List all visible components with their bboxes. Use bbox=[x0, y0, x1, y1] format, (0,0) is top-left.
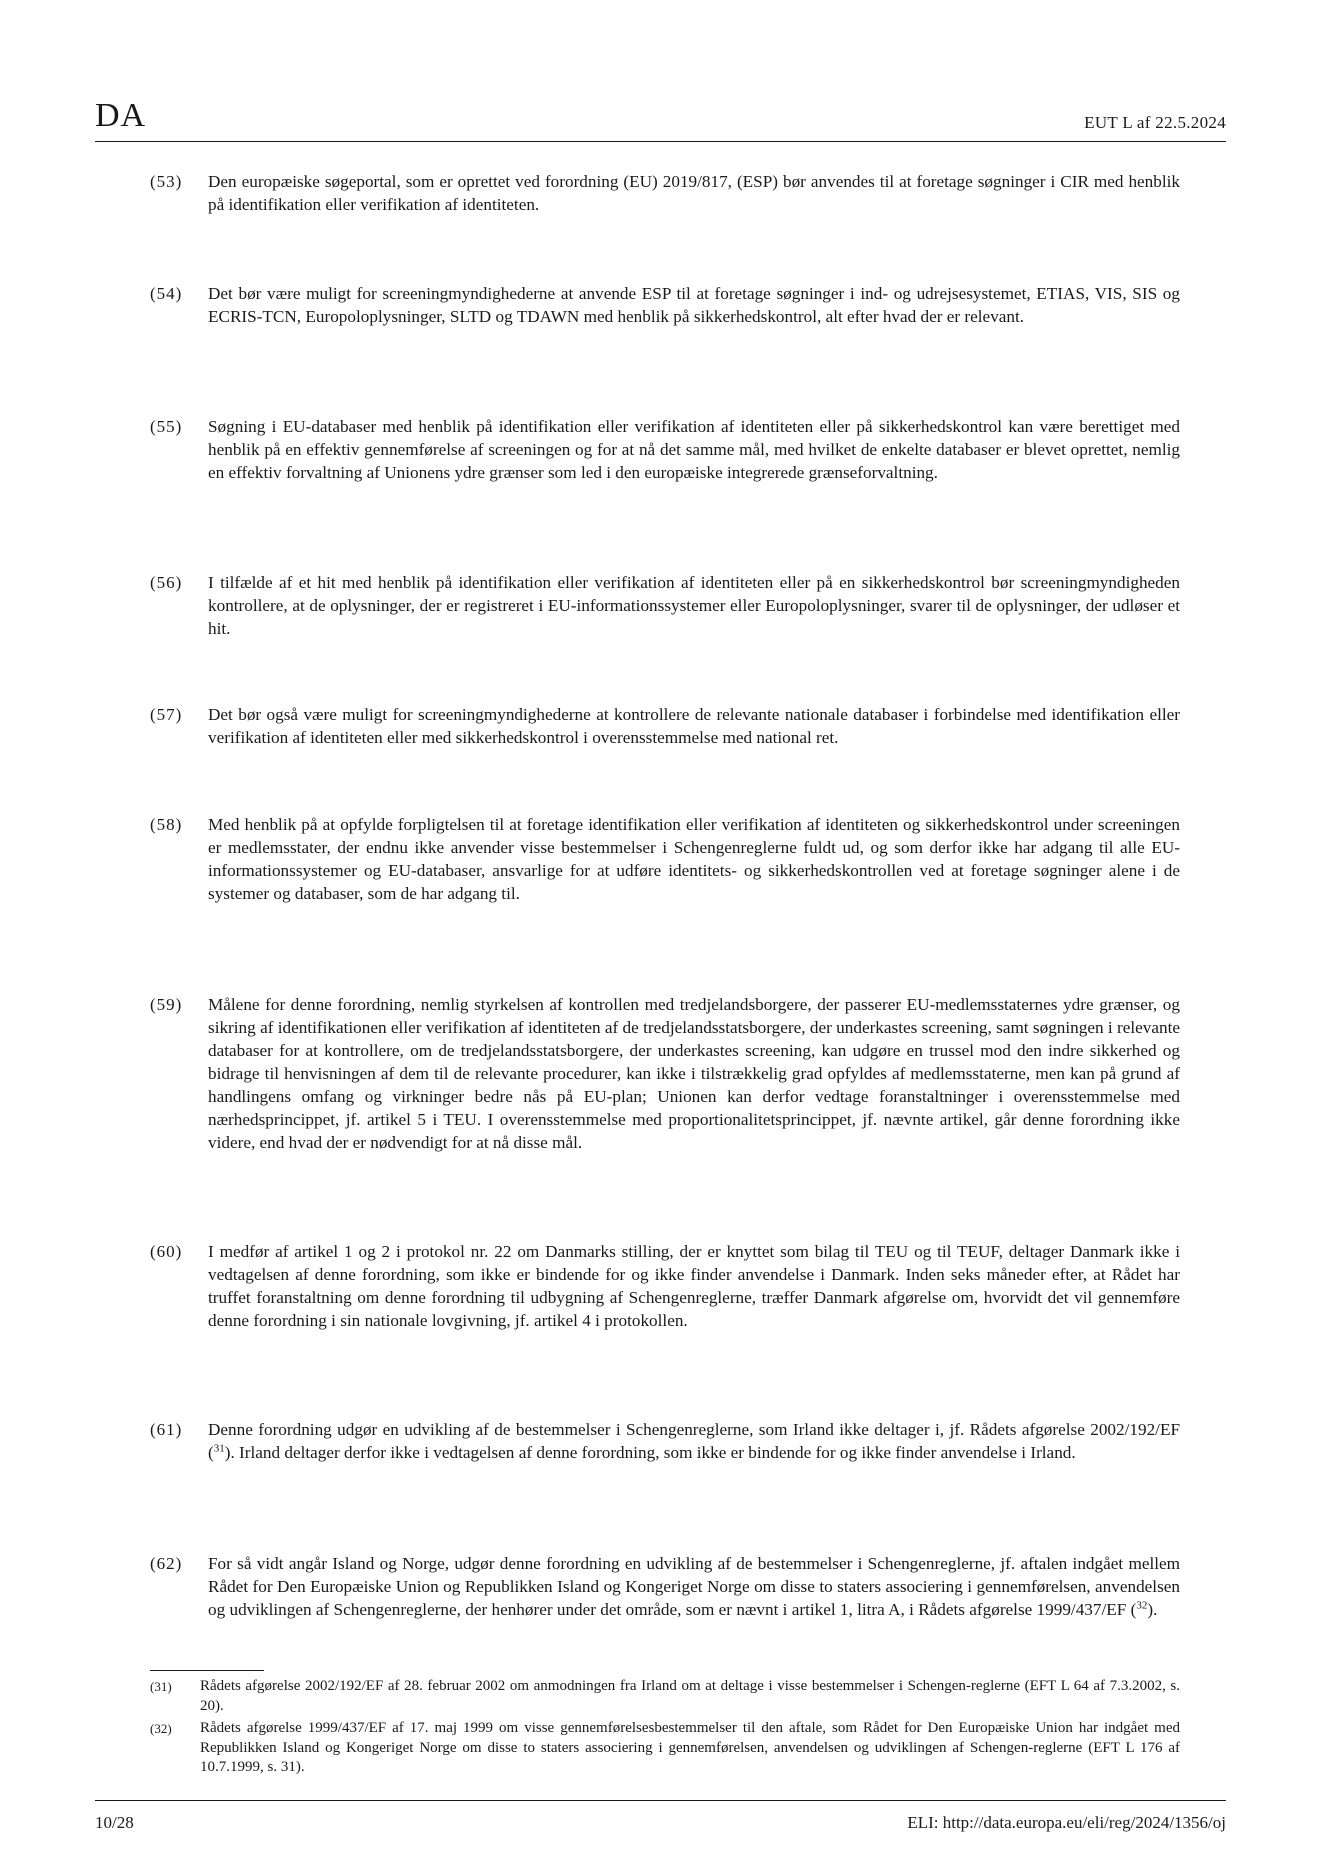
recital-text bbox=[208, 1418, 1180, 1464]
recital-number: (55) bbox=[150, 417, 183, 436]
footer-divider bbox=[95, 1800, 1226, 1801]
recital-text: Med henblik på at opfylde forpligtelsen til at foretage identifikation eller verifikation af identiteten og sikkerhedskontrol under screeningen er medlemsstater, der endnu ikke anvender visse bestemmelser i Schengenreglerne fuldt ud, og som derfor ikke har adgang til alle EU-informationssystemer og EU-databaser, ansvarlige for at udføre identitets- og sikkerhedskontrollen ved at foretage søgninger alene i de systemer og databaser, som de har adgang til. bbox=[208, 815, 1180, 903]
recital-54 bbox=[150, 282, 1180, 328]
recital-61 bbox=[150, 1418, 1180, 1464]
recital-number: (54) bbox=[150, 284, 183, 303]
journal-reference: EUT L af 22.5.2024 bbox=[1084, 113, 1226, 132]
recital-text-part: ). bbox=[1147, 1600, 1158, 1619]
recital-number: (53) bbox=[150, 172, 183, 191]
footnote-32 bbox=[150, 1719, 1180, 1778]
page-number: 10/28 bbox=[95, 1813, 134, 1832]
language-code: DA bbox=[95, 97, 147, 134]
recital-number: (56) bbox=[150, 573, 183, 592]
recital-text-part: ). Irland deltager derfor ikke i vedtagelsen af denne forordning, som ikke er bindende for og ikke finder anvendelse i Irland. bbox=[224, 1443, 1076, 1462]
recital-number: (60) bbox=[150, 1242, 183, 1261]
recital-60 bbox=[150, 1240, 1180, 1332]
recital-62 bbox=[150, 1552, 1180, 1621]
recital-number: (62) bbox=[150, 1554, 183, 1573]
recital-59 bbox=[150, 993, 1180, 1154]
recital-text: Det bør være muligt for screeningmyndighederne at anvende ESP til at foretage søgninger i ind- og udrejsesystemet, ETIAS, VIS, SIS og ECRIS-TCN, Europoloplysninger, SLTD og TDAWN med henblik på sikkerhedskontrol, alt efter hvad der er relevant. bbox=[208, 284, 1180, 326]
recital-number: (58) bbox=[150, 815, 183, 834]
recital-text: Søgning i EU-databaser med henblik på identifikation eller verifikation af identiteten eller på sikkerhedskontrol kan være berettiget med henblik på en effektiv gennemførelse af screeningen og for at nå det samme mål, med hvilket de enkelte databaser er blevet oprettet, nemlig en effektiv forvaltning af Unionens ydre grænser som led i den europæiske integrerede grænseforvaltning. bbox=[208, 417, 1180, 482]
footnote-number: (31) bbox=[150, 1679, 172, 1694]
footnote-text: Rådets afgørelse 1999/437/EF af 17. maj 1999 om visse gennemførelsesbestemmelser til den aftale, som Rådet for Den Europæiske Union har indgået med Republikken Island og Kongeriget Norge om disse to staters associering i gennemførelsen, anvendelsen og udviklingen af Schengen-reglerne (EFT L 176 af 10.7.1999, s. 31). bbox=[200, 1720, 1180, 1775]
recital-53 bbox=[150, 170, 1180, 216]
recital-text: I tilfælde af et hit med henblik på identifikation eller verifikation af identiteten eller på en sikkerhedskontrol bør screeningmyndigheden kontrollere, at de oplysninger, der er registreret i EU-informationssystemer eller Europoloplysninger, svarer til de oplysninger, der udløser et hit. bbox=[208, 573, 1180, 638]
recital-number: (59) bbox=[150, 995, 183, 1014]
header-divider bbox=[95, 141, 1226, 142]
recital-text bbox=[208, 1552, 1180, 1621]
footnote-ref-32[interactable]: 32 bbox=[1136, 1599, 1148, 1612]
recital-text-part: Denne forordning udgør en udvikling af de bestemmelser i Schengenreglerne, som Irland ikke deltager i, jf. Rådets afgørelse 2002/192/EF ( bbox=[208, 1420, 1180, 1462]
recital-number: (57) bbox=[150, 705, 183, 724]
footnote-number: (32) bbox=[150, 1721, 172, 1736]
recital-55 bbox=[150, 415, 1180, 484]
recital-text: Målene for denne forordning, nemlig styrkelsen af kontrollen med tredjelandsborgere, der passerer EU-medlemsstaternes ydre grænser, og sikring af identifikationen eller verifikation af identiteten af de tredjelandsstatsborgere, der underkastes screening, samt søgningen i relevante databaser for at kontrollere, om de tredjelandsstatsborgere, der underkastes screening, kan udgøre en trussel mod den indre sikkerhed og bidrage til henvisningen af dem til de relevante procedurer, kan ikke i tilstrækkelig grad opfyldes af medlemsstaterne, men kan på grund af handlingens omfang og virkninger bedre nås på EU-plan; Unionen kan derfor vedtage foranstaltninger i overensstemmelse med nærhedsprincippet, jf. artikel 5 i TEU. I overensstemmelse med proportionalitetsprincippet, jf. nævnte artikel, går denne forordning ikke videre, end hvad der er nødvendigt for at nå disse mål. bbox=[208, 995, 1180, 1152]
recital-text-part: For så vidt angår Island og Norge, udgør denne forordning en udvikling af de bestemmelser i Schengenreglerne, jf. aftalen indgået mellem Rådet for Den Europæiske Union og Republikken Island og Kongeriget Norge om disse to staters associering i gennemførelsen, anvendelsen og udviklingen af Schengenreglerne, der henhører under det område, som er nævnt i artikel 1, litra A, i Rådets afgørelse 1999/437/EF ( bbox=[208, 1554, 1180, 1619]
eli-link[interactable]: ELI: http://data.europa.eu/eli/reg/2024/1356/oj bbox=[907, 1813, 1226, 1832]
recital-text: Det bør også være muligt for screeningmyndighederne at kontrollere de relevante nationale databaser i forbindelse med identifikation eller verifikation af identiteten eller med sikkerhedskontrol i overensstemmelse med national ret. bbox=[208, 705, 1180, 747]
footnote-31 bbox=[150, 1677, 1180, 1716]
footnote-text: Rådets afgørelse 2002/192/EF af 28. februar 2002 om anmodningen fra Irland om at deltage i visse bestemmelser i Schengen-reglerne (EFT L 64 af 7.3.2002, s. 20). bbox=[200, 1678, 1180, 1714]
recital-56 bbox=[150, 571, 1180, 640]
footnote-ref-31[interactable]: 31 bbox=[213, 1442, 225, 1455]
recital-text: I medfør af artikel 1 og 2 i protokol nr. 22 om Danmarks stilling, der er knyttet som bilag til TEU og til TEUF, deltager Danmark ikke i vedtagelsen af denne forordning, som ikke er bindende for og ikke finder anvendelse i Danmark. Inden seks måneder efter, at Rådet har truffet foranstaltning om denne forordning til udbygning af Schengenreglerne, træffer Danmark afgørelse om, hvorvidt det vil gennemføre denne forordning i sin nationale lovgivning, jf. artikel 4 i protokollen. bbox=[208, 1242, 1180, 1330]
recital-58 bbox=[150, 813, 1180, 905]
footnote-divider bbox=[150, 1670, 264, 1671]
recital-text: Den europæiske søgeportal, som er oprettet ved forordning (EU) 2019/817, (ESP) bør anvendes til at foretage søgninger i CIR med henblik på identifikation eller verifikation af identiteten. bbox=[208, 172, 1180, 214]
recital-number: (61) bbox=[150, 1420, 183, 1439]
recital-57 bbox=[150, 703, 1180, 749]
footnotes bbox=[150, 1677, 1180, 1781]
